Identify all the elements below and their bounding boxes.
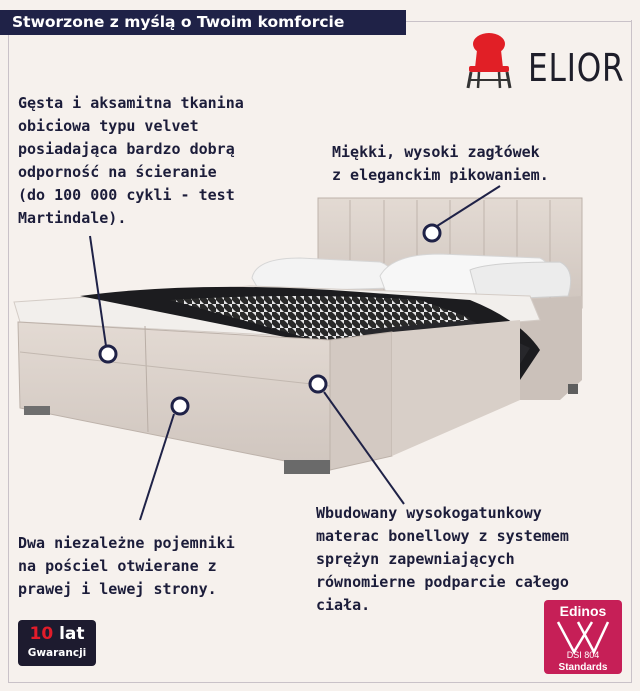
- edinos-label: Standards: [558, 662, 608, 673]
- edinos-brand: Edinos: [559, 603, 607, 619]
- bed-base: [18, 320, 520, 470]
- feature-storage-text: Dwa niezależne pojemniki na pościel otwierane z prawej i lewej strony.: [18, 534, 235, 598]
- feature-mattress-text: Wbudowany wysokogatunkowy materac bonellowy z systemem sprężyn zapewniających równomierne podparcie całego ciała.: [316, 504, 569, 614]
- hotspot-mattress[interactable]: [310, 376, 326, 392]
- warranty-label: Gwarancji: [27, 647, 87, 659]
- hotspot-storage[interactable]: [172, 398, 188, 414]
- feature-headboard-text: Miękki, wysoki zagłówek z eleganckim pikowaniem.: [332, 143, 549, 184]
- feature-fabric-text: Gęsta i aksamitna tkanina obiciowa typu velvet posiadająca bardzo dobrą odporność na ścieranie (do 100 000 cykli - test Martindale).: [18, 94, 244, 227]
- warranty-badge: [18, 620, 96, 666]
- edinos-badge: [544, 600, 622, 674]
- warranty-number: 10: [29, 624, 54, 644]
- brand-name: ELIOR: [528, 46, 625, 90]
- hotspot-headboard[interactable]: [424, 225, 440, 241]
- hotspot-fabric[interactable]: [100, 346, 116, 362]
- warranty-unit: lat: [59, 624, 85, 644]
- edinos-code: DSI 804: [566, 650, 600, 660]
- page-title: Stworzone z myślą o Twoim komforcie: [0, 10, 402, 35]
